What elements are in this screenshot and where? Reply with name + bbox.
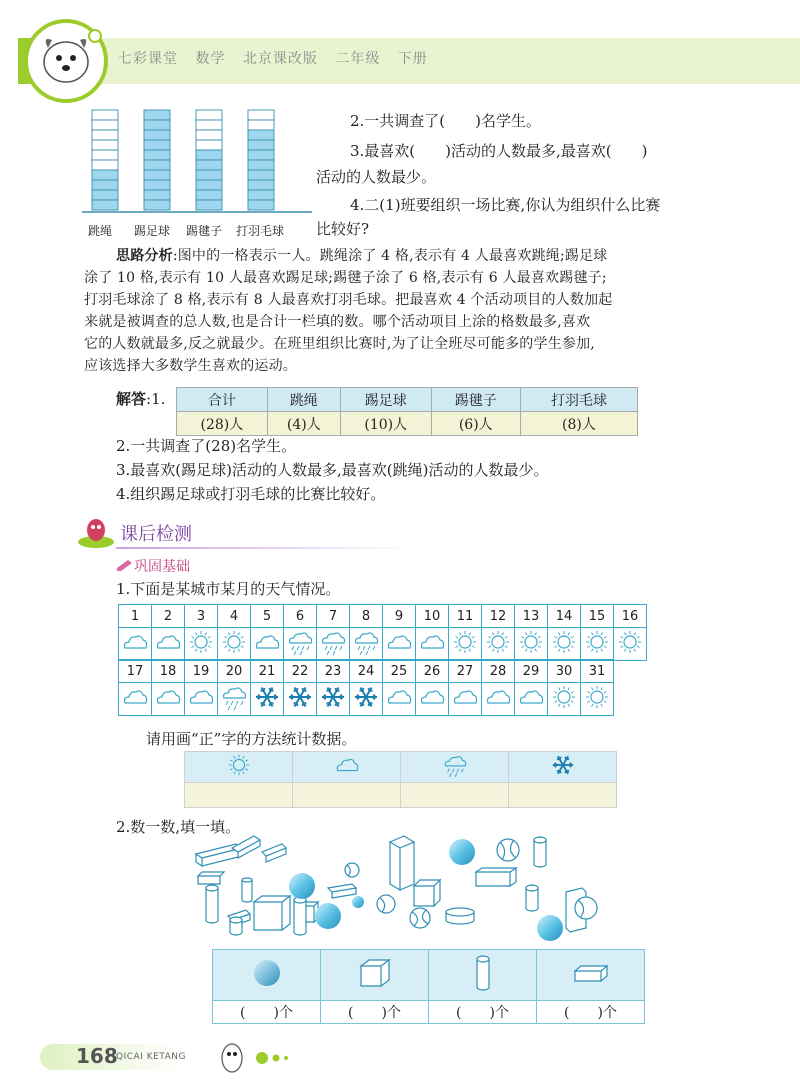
rain-icon [286,628,314,656]
bar-cell-filled [248,200,274,210]
bar-cell-filled [144,170,170,180]
day-weather-cloud [119,683,152,716]
question-3-line2: 活动的人数最少。 [316,168,437,186]
sphere-shape [315,903,341,929]
cloud-icon [253,628,281,656]
day-number: 10 [416,605,449,628]
header-title: 七彩课堂 数学 北京课改版 二年级 下册 [118,51,428,67]
day-weather-snow [251,683,284,716]
cloud-icon [484,683,512,711]
day-number: 30 [548,660,581,683]
count-header-sphere [213,950,321,1001]
day-number: 20 [218,660,251,683]
count-header-cube [321,950,429,1001]
analysis-paragraph: 思路分析:图中的一格表示一人。跳绳涂了 4 格,表示有 4 人最喜欢跳绳;踢足球 涂了 10 格,表示有 10 人最喜欢踢足球;踢毽子涂了 6 格,表示有 6 人最喜欢踢毽子; 打羽毛球涂了 8 格,表示有 8 人最喜欢打羽毛球。把最喜欢 4 个活动项目的人数加起 来就是被调查的总人数,也是合计一栏填的数。哪个活动项目上涂的格数最多,喜欢 它的人数就最多,反之就最少。在班里组织比赛时,为了让全班尽可能多的学生参加, 应该选择大多数学生喜欢的运动。 [84,248,613,374]
cloud-icon [121,683,149,711]
cloud-icon [154,628,182,656]
rain-icon [319,628,347,656]
snowflake-icon [550,752,576,778]
day-weather-rain [218,683,251,716]
table-header: 踢毽子 [431,388,520,412]
bar-label-badminton: 打羽毛球 [236,224,285,238]
bar-cell-filled [196,190,222,200]
cube-shape [414,880,440,906]
tally-cell-snow[interactable] [509,783,617,808]
day-number: 18 [152,660,185,683]
tally-header-rain [401,752,509,783]
exercise-2-title: 2.数一数,填一填。 [116,818,241,836]
sun-icon [550,628,578,656]
table-cell: (8)人 [520,412,637,436]
exercise-1-title: 1.下面是某城市某月的天气情况。 [116,580,341,598]
table-header: 跳绳 [267,388,340,412]
bar-cell-empty [196,110,222,120]
sphere-icon [251,957,283,989]
bar-cell-filled [144,130,170,140]
day-weather-cloud [383,683,416,716]
question-4-line2: 比较好? [316,220,370,238]
cloud-icon [418,628,446,656]
cylinder-shape [534,840,546,867]
day-number: 4 [218,605,251,628]
bar-cell-filled [144,120,170,130]
bar-cell-filled [92,170,118,180]
cloud-icon [451,683,479,711]
weather-grid-row1 [118,604,647,661]
day-number: 28 [482,660,515,683]
day-number: 27 [449,660,482,683]
day-weather-cloud [185,683,218,716]
day-number: 24 [350,660,383,683]
snowflake-icon [253,683,281,711]
day-number: 2 [152,605,185,628]
ball-shape [575,897,597,919]
bar-cell-filled [196,170,222,180]
tally-header-snow [509,752,617,783]
table-cell: (28)人 [177,412,268,436]
sun-icon [550,683,578,711]
bar-cell-filled [92,180,118,190]
bar-cell-filled [248,180,274,190]
sphere-shape [289,873,315,899]
tally-cell-cloud[interactable] [293,783,401,808]
bar-cell-filled [248,190,274,200]
cylinder-icon [473,953,493,993]
day-weather-rain [350,628,383,661]
footer-brand: QICAI KETANG [116,1052,186,1062]
bar-label-football: 踢足球 [134,224,171,238]
count-header-cuboid [537,950,645,1001]
day-weather-cloud [416,683,449,716]
bar-cell-empty [92,160,118,170]
bar-cell-empty [92,150,118,160]
cylinder-shape [206,888,218,923]
bar-cell-empty [196,130,222,140]
bar-cell-filled [144,190,170,200]
cloud-icon [385,683,413,711]
day-weather-cloud [449,683,482,716]
rain-icon [352,628,380,656]
day-weather-cloud [515,683,548,716]
shape-count-table [212,949,645,1024]
cube-shape [390,836,414,890]
day-weather-sun [185,628,218,661]
snowflake-icon [352,683,380,711]
table-cell: (10)人 [340,412,431,436]
snowflake-icon [286,683,314,711]
day-weather-sun [449,628,482,661]
day-number: 12 [482,605,515,628]
day-weather-sun [218,628,251,661]
answer-line: 3.最喜欢(踢足球)活动的人数最多,最喜欢(跳绳)活动的人数最少。 [116,461,549,479]
day-number: 29 [515,660,548,683]
cuboid-shape [198,872,224,884]
bar-cell-filled [196,180,222,190]
answer-line: 4.组织踢足球或打羽毛球的比赛比较好。 [116,485,386,503]
bar-cell-empty [196,120,222,130]
answer-lines [116,434,549,506]
day-number: 7 [317,605,350,628]
day-weather-cloud [416,628,449,661]
sun-icon [517,628,545,656]
bar-cell-empty [248,120,274,130]
bar-cell-filled [248,140,274,150]
cube-icon [357,956,393,990]
day-number: 21 [251,660,284,683]
bar-cell-filled [144,110,170,120]
bar-cell-filled [144,150,170,160]
bar-cell-filled [196,200,222,210]
day-number: 9 [383,605,416,628]
bar-cell-filled [248,170,274,180]
bar-cell-empty [92,140,118,150]
day-number: 3 [185,605,218,628]
bar-cell-filled [196,160,222,170]
day-number: 25 [383,660,416,683]
bar-label-shuttlecock: 踢毽子 [186,224,223,238]
ball-shape [345,863,359,877]
count-blank-sphere[interactable]: ( )个 [213,1001,321,1024]
bar-cell-empty [196,140,222,150]
bar-cell-filled [92,190,118,200]
mascot-logo [20,18,112,104]
analysis-label: 思路分析 [116,248,173,264]
day-weather-cloud [152,628,185,661]
rain-icon [442,752,468,778]
day-number: 23 [317,660,350,683]
solid-shapes-illustration [190,832,610,944]
bar-cell-filled [196,150,222,160]
bar-cell-filled [144,140,170,150]
tally-header-sun [185,752,293,783]
day-weather-rain [284,628,317,661]
bar-cell-empty [92,110,118,120]
cloud-icon [517,683,545,711]
day-number: 6 [284,605,317,628]
sphere-shape [449,839,475,865]
day-weather-cloud [383,628,416,661]
cloud-icon [154,683,182,711]
page-number: 168 [76,1044,118,1068]
table-header: 踢足球 [340,388,431,412]
snowflake-icon [319,683,347,711]
day-number: 26 [416,660,449,683]
bar-cell-filled [248,130,274,140]
count-blank-cuboid[interactable]: ( )个 [537,1001,645,1024]
day-number: 22 [284,660,317,683]
answer-label: 解答 [116,390,147,408]
day-weather-sun [548,683,581,716]
bar-label-jump-rope: 跳绳 [88,224,113,238]
activity-bar-chart [82,106,312,218]
question-4-line1: 4.二(1)班要组织一场比赛,你认为组织什么比赛 [350,196,661,214]
footer-mascot-dots [216,1036,306,1076]
table-header: 合计 [177,388,268,412]
question-2: 2.一共调查了( )名学生。 [350,112,542,130]
bar-cell-filled [92,200,118,210]
cuboid-shape [476,868,516,886]
sphere-shape [352,896,364,908]
day-number: 13 [515,605,548,628]
day-number: 14 [548,605,581,628]
cloud-icon [334,752,360,778]
day-weather-cloud [251,628,284,661]
bar-cell-filled [248,160,274,170]
sun-icon [451,628,479,656]
day-number: 31 [581,660,614,683]
cylinder-shape [294,900,306,935]
answer-line: 2.一共调查了(28)名学生。 [116,437,297,455]
bar-cell-filled [144,200,170,210]
sun-icon [616,628,644,656]
day-number: 19 [185,660,218,683]
day-weather-sun [581,628,614,661]
cube-shape [254,896,290,930]
day-weather-sun [515,628,548,661]
answer-heading: 解答:1. [116,390,166,408]
count-blank-cube[interactable]: ( )个 [321,1001,429,1024]
ball-shape [410,908,430,928]
day-weather-sun [482,628,515,661]
day-number: 15 [581,605,614,628]
tally-instruction: 请用画“正”字的方法统计数据。 [146,730,357,748]
ball-shape [497,839,519,861]
cuboid-shape [328,884,356,898]
tally-table [184,751,617,808]
sun-icon [226,752,252,778]
bar-cell-empty [92,130,118,140]
sun-icon [484,628,512,656]
rain-icon [220,683,248,711]
day-weather-sun [548,628,581,661]
day-number: 16 [614,605,647,628]
answer-table [176,387,638,436]
day-weather-cloud [119,628,152,661]
ball-shape [377,895,395,913]
cloud-icon [418,683,446,711]
day-number: 5 [251,605,284,628]
question-3-line1: 3.最喜欢( )活动的人数最多,最喜欢( ) [350,142,648,160]
mascot-icon [76,516,116,550]
day-weather-sun [581,683,614,716]
table-header: 打羽毛球 [520,388,637,412]
sun-icon [583,683,611,711]
day-number: 8 [350,605,383,628]
day-weather-snow [317,683,350,716]
day-weather-snow [284,683,317,716]
tally-cell-rain[interactable] [401,783,509,808]
sun-icon [187,628,215,656]
count-header-cylinder [429,950,537,1001]
day-weather-snow [350,683,383,716]
bar-cell-filled [248,150,274,160]
tally-cell-sun[interactable] [185,783,293,808]
sphere-shape [537,915,563,941]
sun-icon [220,628,248,656]
section-underline [116,547,416,549]
section-title: 课后检测 [120,524,192,545]
sun-icon [583,628,611,656]
count-blank-cylinder[interactable]: ( )个 [429,1001,537,1024]
bar-cell-empty [248,110,274,120]
weather-grid-row2 [118,659,614,716]
cuboid-shape [262,844,286,862]
bar-cell-empty [92,120,118,130]
cloud-icon [385,628,413,656]
pencil-icon [116,558,134,572]
day-number: 11 [449,605,482,628]
table-cell: (4)人 [267,412,340,436]
subsection-title: 巩固基础 [134,559,190,575]
cloud-icon [121,628,149,656]
day-number: 1 [119,605,152,628]
cylinder-shape [242,880,252,902]
bar-cell-filled [144,160,170,170]
table-cell: (6)人 [431,412,520,436]
tally-header-cloud [293,752,401,783]
day-weather-cloud [152,683,185,716]
day-weather-rain [317,628,350,661]
day-weather-cloud [482,683,515,716]
day-weather-sun [614,628,647,661]
cuboid-icon [571,961,611,985]
bar-cell-filled [144,180,170,190]
day-number: 17 [119,660,152,683]
cloud-icon [187,683,215,711]
